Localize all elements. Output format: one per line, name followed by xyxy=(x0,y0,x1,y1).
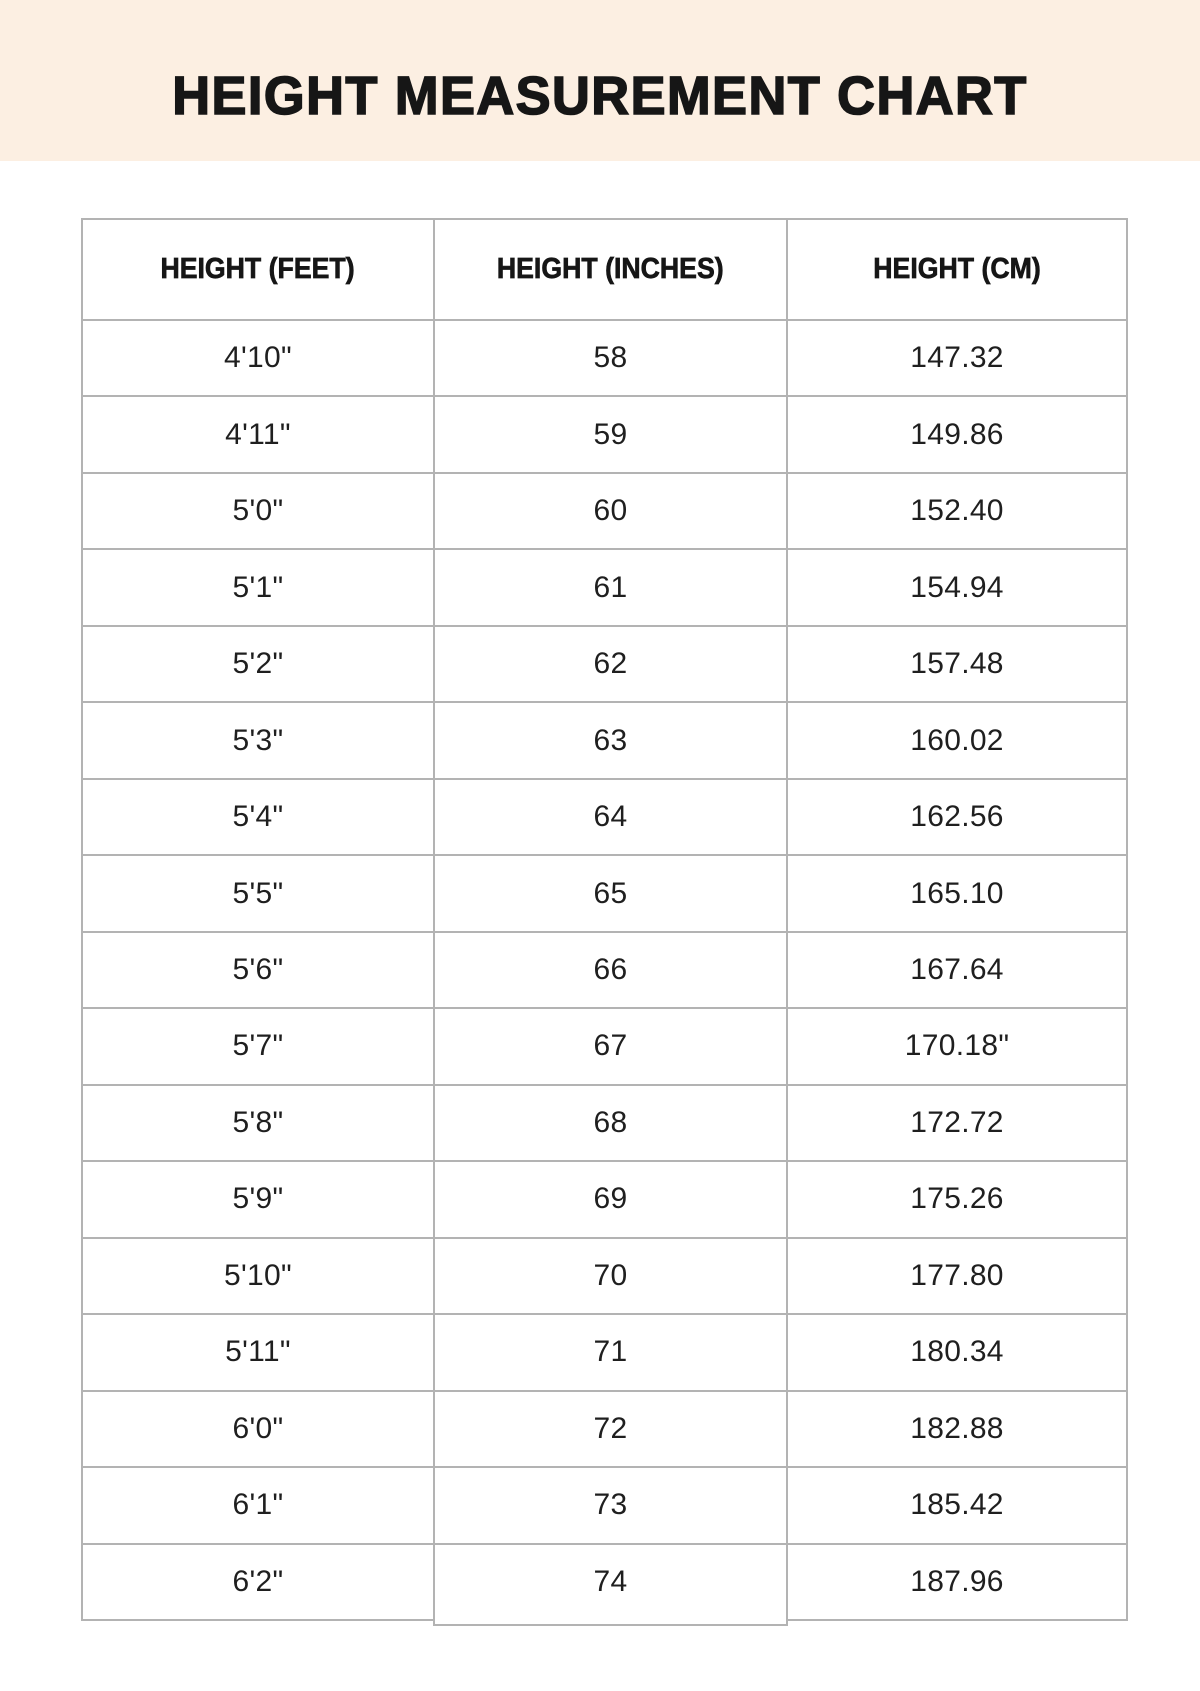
cell-height-feet: 6'2" xyxy=(83,1545,435,1619)
cell-height-cm: 149.86 xyxy=(910,417,1004,451)
cell-height-feet: 4'10" xyxy=(83,321,435,395)
header-label-cm: HEIGHT (CM) xyxy=(873,253,1041,285)
cell-height-cm: 160.02 xyxy=(910,723,1004,757)
cell-height-inches: 58 xyxy=(435,321,788,395)
cell-height-cm: 157.48 xyxy=(910,647,1004,681)
cell-height-cm: 147.32 xyxy=(910,341,1004,375)
cell-height-inches: 65 xyxy=(435,856,788,930)
cell-height-inches: 70 xyxy=(435,1239,788,1313)
cell-height-inches: 61 xyxy=(435,550,788,624)
header-cell-cm xyxy=(788,220,1126,319)
cell-height-feet: 5'7" xyxy=(83,1009,435,1083)
cell-height-inches: 67 xyxy=(435,1009,788,1083)
table-row xyxy=(83,550,1126,626)
cell-height-cm: 185.42 xyxy=(910,1488,1004,1522)
cell-height-cm: 167.64 xyxy=(910,952,1004,986)
header-label-inches: HEIGHT (INCHES) xyxy=(497,253,724,285)
cell-height-feet: 5'5" xyxy=(83,856,435,930)
table-row xyxy=(83,1239,1126,1315)
cell-height-inches: 66 xyxy=(435,933,788,1007)
cell-height-inches: 71 xyxy=(435,1315,788,1389)
height-table xyxy=(81,218,1128,1621)
table-row xyxy=(83,1162,1126,1238)
cell-height-inches: 72 xyxy=(435,1392,788,1466)
cell-height-feet: 5'1" xyxy=(83,550,435,624)
cell-height-cm: 175.26 xyxy=(910,1182,1004,1216)
table-row xyxy=(83,321,1126,397)
cell-height-feet: 5'2" xyxy=(83,627,435,701)
table-row xyxy=(83,856,1126,932)
cell-height-cm: 172.72 xyxy=(910,1105,1004,1139)
cell-height-cm: 187.96 xyxy=(910,1564,1004,1598)
cell-height-inches: 62 xyxy=(435,627,788,701)
table-row xyxy=(83,1086,1126,1162)
table-row xyxy=(83,1545,1126,1619)
cell-height-feet: 6'0" xyxy=(83,1392,435,1466)
table-row xyxy=(83,780,1126,856)
cell-height-cm: 180.34 xyxy=(910,1335,1004,1369)
cell-height-cm: 177.80 xyxy=(910,1258,1004,1292)
cell-height-inches: 60 xyxy=(435,474,788,548)
cell-height-cm: 162.56 xyxy=(910,800,1004,834)
table-row xyxy=(83,1392,1126,1468)
header-cell-inches xyxy=(435,220,788,319)
cell-height-inches: 59 xyxy=(435,397,788,471)
cell-height-feet: 5'0" xyxy=(83,474,435,548)
table-row xyxy=(83,1315,1126,1391)
title-band xyxy=(0,0,1200,161)
table-row xyxy=(83,933,1126,1009)
cell-height-feet: 5'8" xyxy=(83,1086,435,1160)
table-row xyxy=(83,474,1126,550)
cell-height-inches: 74 xyxy=(435,1545,788,1619)
cell-height-cm: 182.88 xyxy=(910,1411,1004,1445)
cell-height-feet: 6'1" xyxy=(83,1468,435,1542)
table-row xyxy=(83,1009,1126,1085)
cell-height-inches: 73 xyxy=(435,1468,788,1542)
table-row xyxy=(83,703,1126,779)
table-header-row xyxy=(83,220,1126,321)
cell-height-feet: 5'11" xyxy=(83,1315,435,1389)
table-body xyxy=(83,321,1126,1619)
cell-height-cm: 152.40 xyxy=(910,494,1004,528)
header-cell-feet xyxy=(83,220,435,319)
page-title: HEIGHT MEASUREMENT CHART xyxy=(172,65,1028,126)
cell-height-feet: 5'4" xyxy=(83,780,435,854)
cell-height-feet: 5'6" xyxy=(83,933,435,1007)
cell-height-inches: 63 xyxy=(435,703,788,777)
table-row xyxy=(83,1468,1126,1544)
cell-height-feet: 5'3" xyxy=(83,703,435,777)
cell-height-cm: 165.10 xyxy=(910,876,1004,910)
cell-height-feet: 5'10" xyxy=(83,1239,435,1313)
cell-height-cm: 170.18" xyxy=(904,1029,1010,1063)
cell-height-inches: 64 xyxy=(435,780,788,854)
cell-height-inches: 68 xyxy=(435,1086,788,1160)
table-row xyxy=(83,627,1126,703)
cell-height-cm: 154.94 xyxy=(910,570,1004,604)
cell-height-feet: 5'9" xyxy=(83,1162,435,1236)
cell-height-feet: 4'11" xyxy=(83,397,435,471)
table-row xyxy=(83,397,1126,473)
cell-height-inches: 69 xyxy=(435,1162,788,1236)
header-label-feet: HEIGHT (FEET) xyxy=(160,253,356,285)
